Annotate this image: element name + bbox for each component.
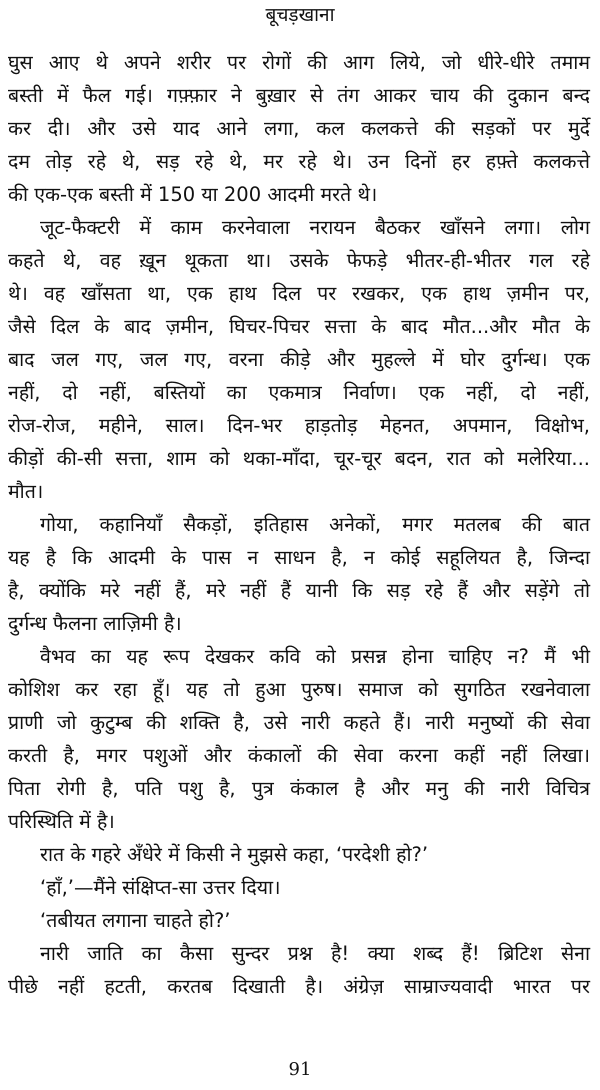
text-line: थे। वह खाँसता था, एक हाथ दिल पर रखकर, एक हाथ ज़मीन पर, bbox=[8, 282, 590, 305]
body-text bbox=[8, 46, 590, 1003]
text-line: पिता रोगी है, पति पशु है, पुत्र कंकाल है और मनु की नारी विचित्र bbox=[8, 777, 590, 800]
page-number: 91 bbox=[288, 1059, 312, 1080]
text-line: दम तोड़ रहे थे, सड़ रहे थे, मर रहे थे। उन दिनों हर हफ़्ते कलकत्ते bbox=[8, 150, 590, 173]
text-line: बस्ती में फैल गई। गफ़्फ़ार ने बुख़ार से तंग आकर चाय की दुकान बन्द bbox=[8, 84, 590, 107]
text-line: पीछे नहीं हटती, करतब दिखाती है। अंग्रेज़ साम्राज्यवादी भारत पर bbox=[8, 975, 590, 998]
text-line: जैसे दिल के बाद ज़मीन, घिचर-पिचर सत्ता के बाद मौत...और मौत के bbox=[8, 315, 590, 338]
paragraph-first-line: ‘हाँ,’—मैंने संक्षिप्त-सा उत्तर दिया। bbox=[40, 876, 281, 899]
text-line: बाद जल गए, जल गए, वरना कीड़े और मुहल्ले में घोर दुर्गन्ध। एक bbox=[8, 348, 590, 371]
text-line: कहते थे, वह ख़ून थूकता था। उसके फेफड़े भीतर-ही-भीतर गल रहे bbox=[8, 249, 590, 272]
text-line: परिस्थिति में है। bbox=[8, 810, 115, 833]
paragraph-first-line: गोया, कहानियाँ सैकड़ों, इतिहास अनेकों, मगर मतलब की बात bbox=[40, 513, 590, 536]
text-line: कोशिश कर रहा हूँ। यह तो हुआ पुरुष। समाज को सुगठित रखनेवाला bbox=[8, 678, 590, 701]
text-line: की एक-एक बस्ती में 150 या 200 आदमी मरते थे। bbox=[8, 183, 378, 206]
paragraph-first-line: वैभव का यह रूप देखकर कवि को प्रसन्न होना चाहिए न? मैं भी bbox=[40, 645, 590, 668]
paragraph-first-line: जूट-फैक्टरी में काम करनेवाला नरायन बैठकर खाँसने लगा। लोग bbox=[40, 216, 590, 239]
text-line: रोज-रोज, महीने, साल। दिन-भर हाड़तोड़ मेहनत, अपमान, विक्षोभ, bbox=[8, 414, 590, 437]
text-line: दुर्गन्ध फैलना लाज़िमी है। bbox=[8, 612, 182, 635]
text-line: नहीं, दो नहीं, बस्तियों का एकमात्र निर्वाण। एक नहीं, दो नहीं, bbox=[8, 381, 590, 404]
text-line: कर दी। और उसे याद आने लगा, कल कलकत्ते की सड़कों पर मुर्दे bbox=[8, 117, 590, 140]
text-line: मौत। bbox=[8, 480, 44, 503]
text-line: प्राणी जो कुटुम्ब की शक्ति है, उसे नारी कहते हैं। नारी मनुष्यों की सेवा bbox=[8, 711, 590, 734]
paragraph-first-line: रात के गहरे अँधेरे में किसी ने मुझसे कहा, ‘परदेशी हो?’ bbox=[40, 843, 429, 866]
text-line: यह है कि आदमी के पास न साधन है, न कोई सहूलियत है, जिन्दा bbox=[8, 546, 590, 569]
paragraph-first-line: ‘तबीयत लगाना चाहते हो?’ bbox=[40, 909, 231, 932]
text-line: है, क्योंकि मरे नहीं हैं, मरे नहीं हैं यानी कि सड़ रहे हैं और सड़ेंगे तो bbox=[8, 579, 590, 602]
paragraph-first-line: नारी जाति का कैसा सुन्दर प्रश्न है! क्या शब्द हैं! ब्रिटिश सेना bbox=[40, 942, 590, 965]
text-line: घुस आए थे अपने शरीर पर रोगों की आग लिये, जो धीरे-धीरे तमाम bbox=[8, 51, 590, 74]
text-line: कीड़ों की-सी सत्ता, शाम को थका-माँदा, चूर-चूर बदन, रात को मलेरिया... bbox=[8, 447, 590, 470]
running-head: बूचड़खाना bbox=[265, 4, 335, 26]
text-line: करती है, मगर पशुओं और कंकालों की सेवा करना कहीं नहीं लिखा। bbox=[8, 744, 590, 767]
